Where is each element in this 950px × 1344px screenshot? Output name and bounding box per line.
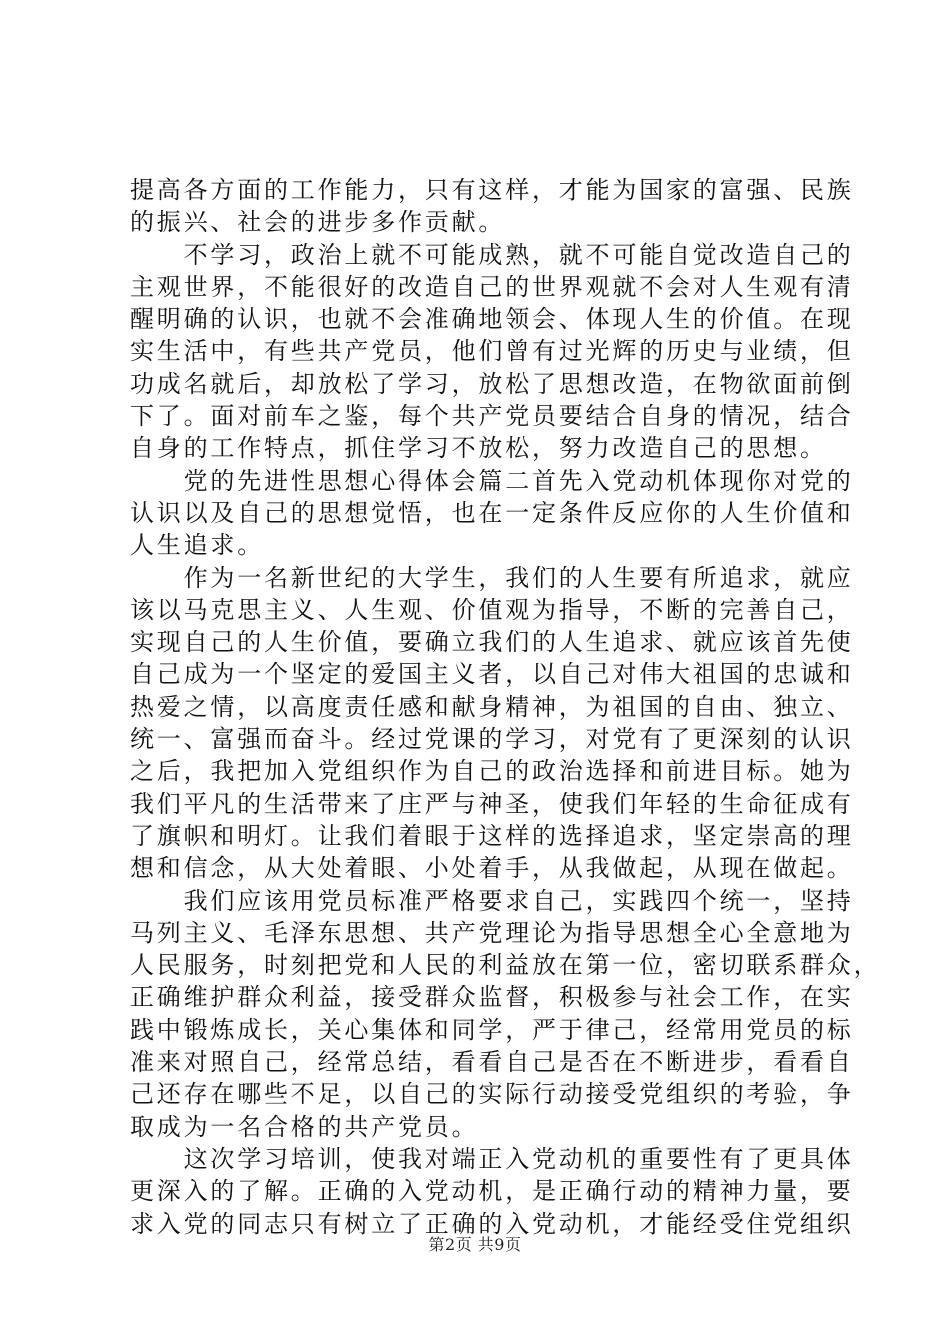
text-line: 正确维护群众利益，接受群众监督，积极参与社会工作，在实 (130, 983, 854, 1012)
text-line: 己还存在哪些不足，以自己的实际行动接受党组织的考验，争 (130, 1080, 854, 1109)
text-line: 下了。面对前车之鉴，每个共产党员要结合自身的情况，结合 (130, 402, 854, 431)
text-line: 实生活中，有些共产党员，他们曾有过光辉的历史与业绩，但 (130, 337, 854, 366)
text-line: 统一、富强而奋斗。经过党课的学习，对党有了更深刻的认识 (130, 725, 854, 754)
text-line: 不学习，政治上就不可能成熟，就不可能自觉改造自己的 (130, 240, 854, 269)
text-line: 取成为一名合格的共产党员。 (130, 1112, 479, 1141)
text-line: 马列主义、毛泽东思想、共产党理论为指导思想全心全意地为 (130, 918, 854, 947)
text-line: 作为一名新世纪的大学生，我们的人生要有所追求，就应 (130, 563, 854, 592)
text-line: 了旗帜和明灯。让我们着眼于这样的选择追求，坚定崇高的理 (130, 821, 854, 850)
text-line: 功成名就后，却放松了学习，放松了思想改造，在物欲面前倒 (130, 369, 854, 398)
text-line: 人民服务，时刻把党和人民的利益放在第一位，密切联系群众， (130, 951, 881, 980)
text-line: 认识以及自己的思想觉悟，也在一定条件反应你的人生价值和 (130, 498, 854, 527)
text-line: 我们应该用党员标准严格要求自己，实践四个统一，坚持 (130, 886, 854, 915)
text-line: 想和信念，从大处着眼、小处着手，从我做起，从现在做起。 (130, 854, 854, 883)
text-line: 主观世界，不能很好的改造自己的世界观就不会对人生观有清 (130, 272, 854, 301)
text-line: 该以马克思主义、人生观、价值观为指导，不断的完善自己， (130, 595, 854, 624)
text-line: 人生追求。 (130, 531, 264, 560)
text-line: 热爱之情，以高度责任感和献身精神，为祖国的自由、独立、 (130, 692, 854, 721)
text-line: 求入党的同志只有树立了正确的入党动机，才能经受住党组织 (130, 1209, 854, 1238)
text-line: 这次学习培训，使我对端正入党动机的重要性有了更具体 (130, 1144, 854, 1173)
text-line: 自身的工作特点，抓住学习不放松，努力改造自己的思想。 (130, 434, 827, 463)
page-footer: 第2页 共9页 (428, 1235, 522, 1254)
text-line: 践中锻炼成长，关心集体和同学，严于律己，经常用党员的标 (130, 1015, 854, 1044)
text-line: 我们平凡的生活带来了庄严与神圣，使我们年轻的生命征成有 (130, 789, 854, 818)
text-line: 准来对照自己，经常总结，看看自己是否在不断进步，看看自 (130, 1048, 854, 1077)
text-line: 更深入的了解。正确的入党动机，是正确行动的精神力量，要 (130, 1177, 854, 1206)
document-body (130, 174, 881, 1240)
text-line: 党的先进性思想心得体会篇二首先入党动机体现你对党的 (130, 466, 854, 495)
text-line: 的振兴、社会的进步多作贡献。 (130, 208, 506, 237)
text-line: 提高各方面的工作能力，只有这样，才能为国家的富强、民族 (130, 176, 854, 204)
text-line: 自己成为一个坚定的爱国主义者，以自己对伟大祖国的忠诚和 (130, 660, 854, 689)
text-line: 醒明确的认识，也就不会准确地领会、体现人生的价值。在现 (130, 305, 854, 334)
text-line: 之后，我把加入党组织作为自己的政治选择和前进目标。她为 (130, 757, 854, 786)
text-line: 实现自己的人生价值，要确立我们的人生追求、就应该首先使 (130, 628, 854, 657)
